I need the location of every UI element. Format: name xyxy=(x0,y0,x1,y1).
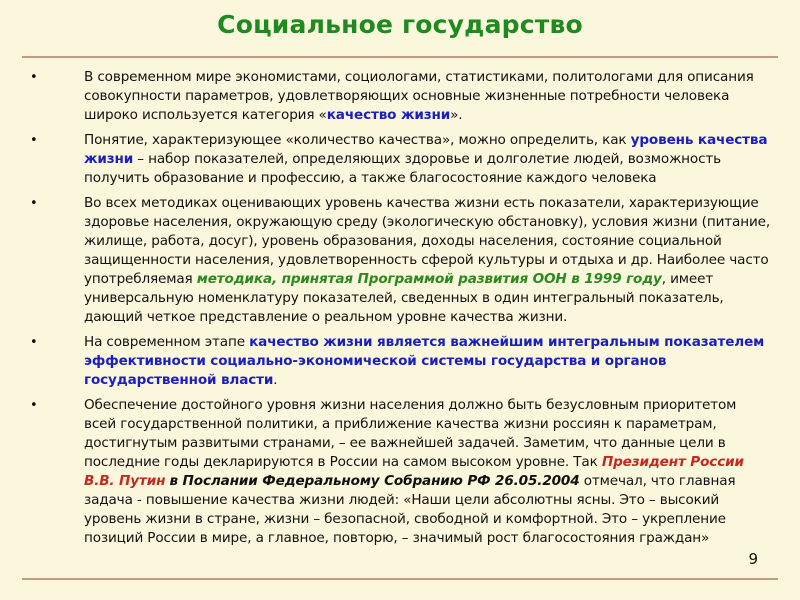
item-text: отмечал, что главная задача - повышение качества жизни людей: «Наши цели абсолютны ясны. Это – высокий уровень жизни в стране, жизни – безопасной, свободной и комфортной. Это – укрепление позиций России в мире, а главное, повторю, – значимый рост благосостояния граждан» xyxy=(84,473,736,546)
item-text: Обеспечение достойного уровня жизни населения должно быть безусловным приоритетом всей государственной политики, а приближение качества жизни россиян к параметрам, достигнутым развитыми странами, – ее важнейшей задачей. Заметим, что данные цели в последние годы декларируются в России на самом высоком уровне. Так xyxy=(84,397,737,470)
highlighted-text: в Послании Федеральному Собранию РФ 26.05.2004 xyxy=(169,473,580,489)
item-text: , имеет универсальную номенклатуру показателей, сведенных в один интегральный показатель, дающий четкое представление о реальном уровне качества жизни. xyxy=(84,271,724,325)
bullet-marker: • xyxy=(30,70,38,85)
highlighted-text: Президент России В.В. Путин xyxy=(84,454,744,489)
item-text: В современном мире экономистами, социологами, статистиками, политологами для описания совокупности параметров, удовлетворяющих основные жизненные потребности человека широко используется категория « xyxy=(84,69,754,123)
list-item xyxy=(22,194,772,327)
highlighted-text: уровень качества жизни xyxy=(84,132,768,167)
bottom-divider xyxy=(22,578,778,580)
page-number: 9 xyxy=(748,550,758,568)
item-text: На современном этапе xyxy=(84,334,250,350)
list-item xyxy=(22,68,772,125)
list-item xyxy=(22,131,772,188)
bullet-marker: • xyxy=(30,196,38,211)
bullet-list xyxy=(22,68,772,554)
item-text: – набор показателей, определяющих здоровье и долголетие людей, возможность получить образование и профессию, а также благосостояние каждого человека xyxy=(84,151,722,186)
list-item xyxy=(22,333,772,390)
highlighted-text: качество жизни является важнейшим интегральным показателем эффективности социально-экономической системы государства и органов государственной власти xyxy=(84,334,765,388)
item-text: Во всех методиках оценивающих уровень качества жизни есть показатели, характеризующие здоровье населения, окружающую среду (экологическую обстановку), условия жизни (питание, жилище, работа, досуг), уровень образования, доходы населения, состояние социальной защищенности населения, удовлетворенность сферой культуры и отдыха и др. Наиболее часто употребляемая xyxy=(84,195,771,287)
highlighted-text: качество жизни xyxy=(326,107,451,123)
item-text: ». xyxy=(450,107,463,123)
item-text: . xyxy=(273,372,278,388)
slide-title: Социальное государство xyxy=(217,10,583,39)
item-text: Понятие, характеризующее «количество качества», можно определить, как xyxy=(84,132,631,148)
bullet-marker: • xyxy=(30,398,38,413)
top-divider xyxy=(22,56,778,58)
list-item xyxy=(22,396,772,548)
bullet-marker: • xyxy=(30,133,38,148)
bullet-marker: • xyxy=(30,335,38,350)
highlighted-text: методика, принятая Программой развития ООН в 1999 году xyxy=(196,271,662,287)
